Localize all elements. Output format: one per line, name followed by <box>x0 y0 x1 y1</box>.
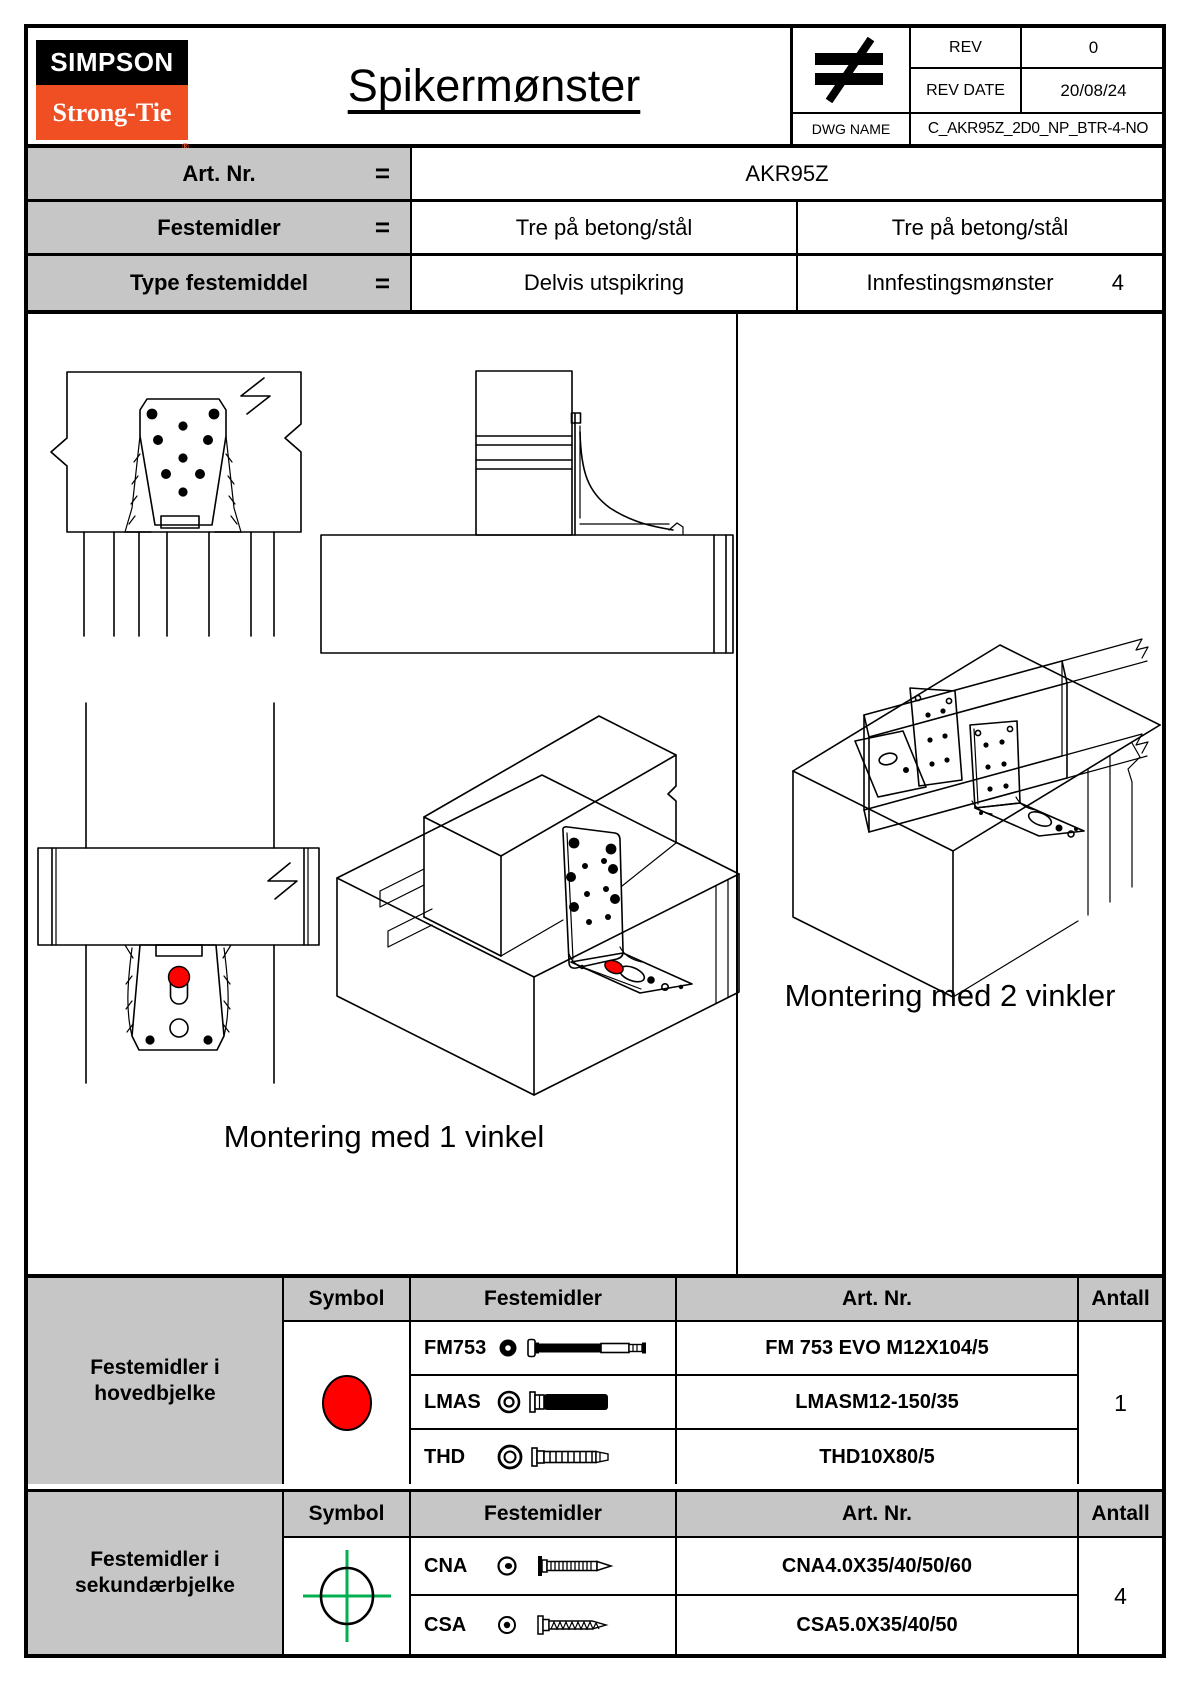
fastener-row-csa <box>409 1596 675 1654</box>
artnr-thd: THD10X80/5 <box>675 1430 1077 1484</box>
anchor-screw-icon <box>496 1610 674 1640</box>
bracket-gusset-profile <box>580 432 673 530</box>
red-circle-icon <box>317 1370 377 1436</box>
anchor-bolt-icon <box>496 1333 674 1363</box>
title-block <box>28 28 1162 148</box>
type-festemiddel-label-cell <box>28 256 410 310</box>
group-label-sekundaerbjelke: Festemidler i sekundærbjelke <box>28 1492 282 1654</box>
dwg-name-label: DWG NAME <box>811 121 891 137</box>
fastener-row-cna <box>409 1538 675 1596</box>
front-view-main-beam-drawing <box>28 696 323 1094</box>
concrete-screw-icon <box>496 1440 674 1474</box>
rev-value: 0 <box>1020 28 1165 69</box>
artnr-fm753: FM 753 EVO M12X104/5 <box>675 1322 1077 1376</box>
artnr-lmas: LMASM12-150/35 <box>675 1376 1077 1430</box>
festemidler-value-2: Tre på betong/stål <box>796 202 1162 256</box>
not-equal-icon-cell <box>793 28 909 114</box>
drawing-sheet <box>24 24 1166 1658</box>
isometric-one-bracket-drawing <box>320 661 740 1133</box>
qty-secondary: 4 <box>1077 1538 1162 1654</box>
column-header-antall: Antall <box>1077 1278 1162 1322</box>
bracket-left <box>855 688 962 797</box>
equals-sign: = <box>374 267 390 298</box>
break-symbol <box>268 863 297 899</box>
simpson-strongtie-logo <box>36 40 188 140</box>
secondary-beam-top-face <box>424 716 676 856</box>
festemidler-value-1: Tre på betong/stål <box>410 202 796 256</box>
festemidler-label: Festemidler <box>157 214 281 240</box>
artnr-csa: CSA5.0X35/40/50 <box>675 1596 1077 1654</box>
sleeve-anchor-icon <box>496 1385 674 1419</box>
secondary-beam-top-face <box>864 661 1067 737</box>
innfestingsmonster-label: Innfestingsmønster <box>866 270 1054 295</box>
rev-date-value: 20/08/24 <box>1020 69 1165 114</box>
symbol-cell-secondary <box>282 1538 409 1654</box>
drawing-area <box>28 314 1162 1274</box>
artnr-cna: CNA4.0X35/40/50/60 <box>675 1538 1077 1596</box>
fastener-code: LMAS <box>424 1390 481 1413</box>
festemidler-label-cell <box>28 202 410 256</box>
main-beam-top-face <box>337 775 739 977</box>
rev-label: REV <box>909 28 1020 69</box>
art-nr-label-cell <box>28 148 410 202</box>
side-view-drawing <box>313 334 738 679</box>
art-nr-value: AKR95Z <box>410 148 1162 202</box>
type-festemiddel-label: Type festemiddel <box>129 270 309 295</box>
equals-sign: = <box>374 158 390 188</box>
logo-strongtie-text: Strong-Tie <box>52 97 172 127</box>
anchor-slot-hole <box>1027 809 1054 829</box>
anchor-position-marker <box>169 967 190 988</box>
dwg-name-value: C_AKR95Z_2D0_NP_BTR-4-NO <box>909 114 1165 144</box>
not-equal-icon <box>809 37 893 103</box>
type-festemiddel-value: Delvis utspikring <box>410 256 796 310</box>
fastener-code: CSA <box>424 1613 467 1636</box>
logo-simpson: SIMPSON <box>36 40 188 85</box>
caption-one-bracket: Montering med 1 vinkel <box>223 1119 545 1154</box>
fastener-row-thd <box>409 1430 675 1484</box>
break-symbol <box>241 378 270 414</box>
revision-block <box>790 28 1162 144</box>
fastener-table-main-beam <box>28 1274 1162 1484</box>
page-title: Spikermønster <box>347 60 641 111</box>
column-header-antall: Antall <box>1077 1492 1162 1538</box>
group-label-hovedbjelke: Festemidler i hovedbjelke <box>28 1278 282 1484</box>
front-view-secondary-beam-drawing <box>43 336 328 638</box>
column-header-artnr: Art. Nr. <box>675 1492 1077 1538</box>
fastener-table-secondary-beam <box>28 1489 1162 1654</box>
symbol-cell-main <box>282 1322 409 1484</box>
column-header-symbol: Symbol <box>282 1492 409 1538</box>
fastener-code: FM753 <box>424 1336 487 1359</box>
anchor-nail-icon <box>496 1551 674 1581</box>
rev-date-label: REV DATE <box>909 69 1020 114</box>
column-header-artnr: Art. Nr. <box>675 1278 1077 1322</box>
article-info-table <box>28 148 1162 314</box>
page-title-wrap <box>198 28 790 144</box>
column-header-festemidler: Festemidler <box>409 1492 675 1538</box>
innfestingsmonster-value: 4 <box>1111 270 1124 295</box>
green-crosshair-circle-icon <box>297 1544 397 1648</box>
art-nr-label: Art. Nr. <box>182 160 256 186</box>
bracket-plate <box>132 945 224 1050</box>
column-header-symbol: Symbol <box>282 1278 409 1322</box>
column-header-festemidler: Festemidler <box>409 1278 675 1322</box>
caption-two-brackets: Montering med 2 vinkler <box>784 978 1116 1013</box>
fastener-code: CNA <box>424 1554 468 1577</box>
innfestingsmonster-cell <box>796 256 1162 310</box>
qty-main: 1 <box>1077 1322 1162 1484</box>
fastener-code: THD <box>424 1445 466 1468</box>
fastener-row-fm753 <box>409 1322 675 1376</box>
fastener-row-lmas <box>409 1376 675 1430</box>
equals-sign: = <box>374 212 390 242</box>
isometric-two-brackets-drawing <box>738 557 1162 1017</box>
logo-strongtie <box>36 85 188 140</box>
